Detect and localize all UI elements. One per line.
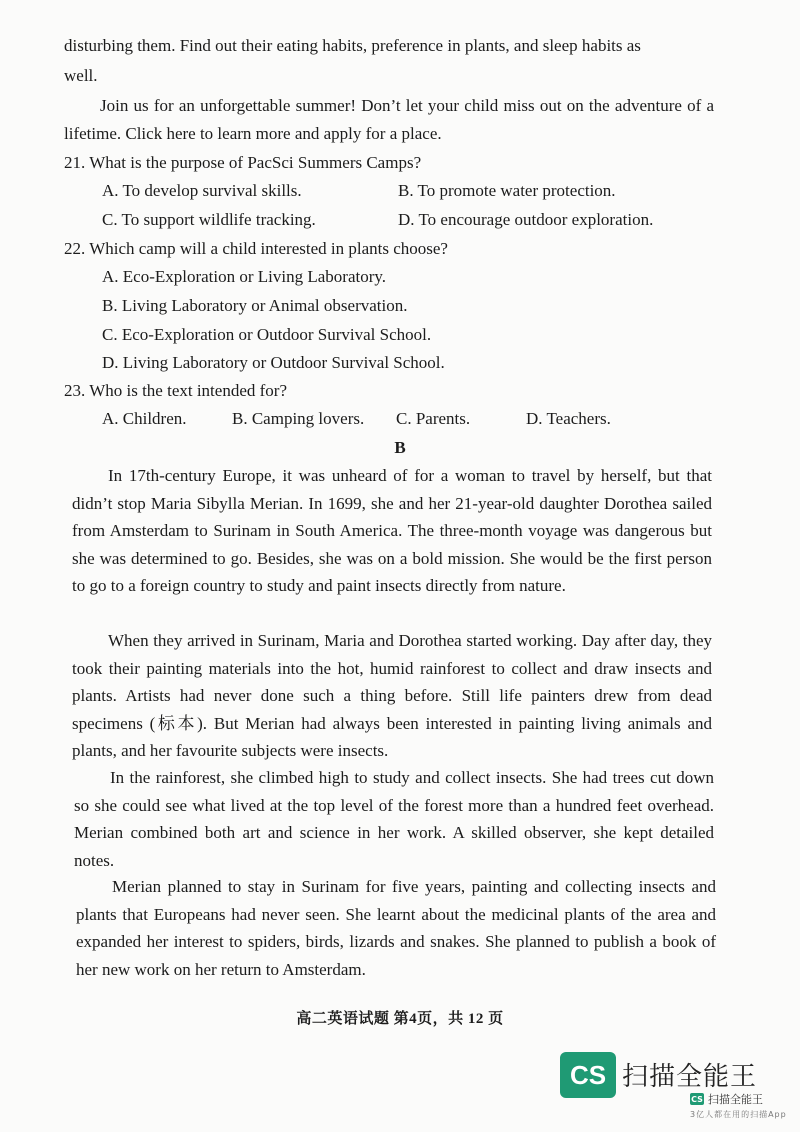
question-22-option-c: C. Eco-Exploration or Outdoor Survival School. — [102, 325, 432, 344]
camscanner-tagline: 3亿人都在用的扫描App — [690, 1110, 787, 1119]
question-21-option-d: D. To encourage outdoor exploration. — [398, 210, 654, 229]
question-22-option-a: A. Eco-Exploration or Living Laboratory. — [102, 267, 387, 286]
camscanner-mini-logo-icon: CS — [691, 1094, 703, 1104]
camscanner-app-name: 扫描全能王 — [622, 1062, 758, 1092]
question-21-option-c: C. To support wildlife tracking. — [102, 210, 316, 229]
question-22-option-d: D. Living Laboratory or Outdoor Survival School. — [102, 353, 445, 372]
question-22-option-b: B. Living Laboratory or Animal observation. — [102, 296, 408, 315]
intro-line-1: disturbing them. Find out their eating habits, preference in plants, and sleep habits as — [64, 36, 641, 55]
page-footer: 高二英语试题 第4页，共 12 页 — [296, 1011, 504, 1027]
question-21-stem: 21. What is the purpose of PacSci Summers Camps? — [64, 153, 422, 172]
question-21-option-a: A. To develop survival skills. — [102, 181, 302, 200]
question-23-option-a: A. Children. — [102, 409, 187, 428]
section-b-paragraph-4: Merian planned to stay in Surinam for five years, painting and collecting insects and plants that Europeans had never seen. She learnt about the medicinal plants of the area and expanded her interest to spiders, birds, lizards and snakes. She planned to publish a book of her new work on her return to Amsterdam. — [76, 877, 716, 979]
section-b-paragraph-3: In the rainforest, she climbed high to study and collect insects. She had trees cut down so she could see what lived at the top level of the forest more than a hundred feet overhead. Merian combined both art and science in her work. A skilled observer, she kept detailed notes. — [74, 768, 714, 870]
question-23-stem: 23. Who is the text intended for? — [64, 381, 287, 400]
question-23-option-d: D. Teachers. — [526, 409, 611, 428]
join-paragraph: Join us for an unforgettable summer! Don’t let your child miss out on the adventure of a lifetime. Click here to learn more and apply for a place. — [64, 96, 714, 143]
section-b-paragraph-1: In 17th-century Europe, it was unheard of for a woman to travel by herself, but that didn’t stop Maria Sibylla Merian. In 1699, she and her 21-year-old daughter Dorothea sailed from Amsterdam to Surinam in South America. The three-month voyage was dangerous but she was determined to go. Besides, she was on a bold mission. She would be the first person to go to a foreign country to study and paint insects directly from nature. — [72, 466, 712, 595]
intro-line-2: well. — [64, 66, 98, 85]
section-b-paragraph-2: When they arrived in Surinam, Maria and Dorothea started working. Day after day, they took their painting materials into the hot, humid rainforest to collect and draw insects and plants. Artists had never done such a thing before. Still life painters drew from dead specimens (标本). But Merian had always been interested in painting living animals and plants, and her favourite subjects were insects. — [72, 631, 712, 760]
camscanner-small-name: 扫描全能王 — [708, 1093, 763, 1106]
question-21-option-b: B. To promote water protection. — [398, 181, 616, 200]
section-b-heading: B — [394, 438, 406, 457]
question-22-stem: 22. Which camp will a child interested in plants choose? — [64, 239, 448, 258]
camscanner-logo-icon: CS — [560, 1052, 616, 1098]
question-23-option-c: C. Parents. — [396, 409, 471, 428]
camscanner-small-badge — [690, 1091, 763, 1107]
question-23-option-b: B. Camping lovers. — [232, 409, 365, 428]
